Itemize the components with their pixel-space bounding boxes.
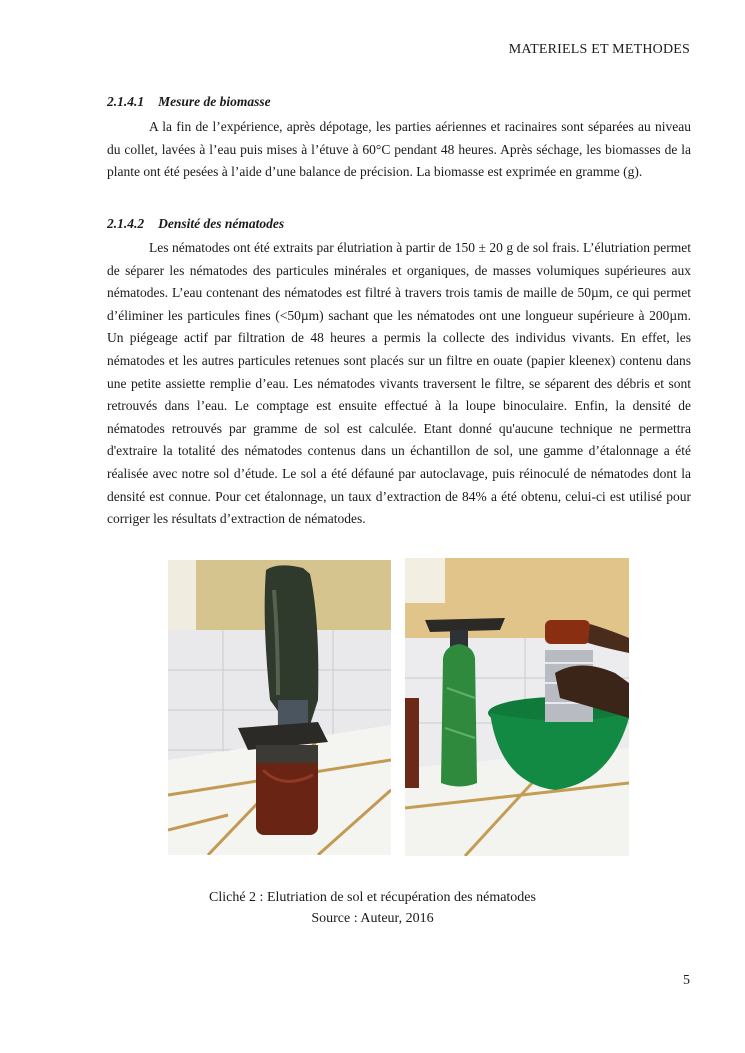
section-number: 2.1.4.2 bbox=[107, 216, 145, 231]
running-header: MATERIELS ET METHODES bbox=[508, 42, 690, 57]
section-title: Mesure de biomasse bbox=[158, 94, 271, 109]
photo-illustration bbox=[168, 560, 391, 855]
photo-illustration bbox=[405, 558, 629, 856]
page-number: 5 bbox=[683, 973, 690, 988]
figure-caption: Cliché 2 : Elutriation de sol et récupération des nématodes bbox=[209, 890, 536, 905]
section-heading-biomasse bbox=[107, 94, 271, 110]
figure-source: Source : Auteur, 2016 bbox=[311, 911, 434, 926]
photo-elutriation-bottle bbox=[168, 560, 391, 855]
paragraph-biomasse: A la fin de l’expérience, après dépotage, les parties aériennes et racinaires sont séparées au niveau du collet, lavées à l’eau puis mises à l’étuve à 60°C pendant 48 heures. Après séchage, les biomasses de la plante ont été pesées à l’aide d’une balance de précision. La biomasse est exprimée en gramme (g). bbox=[107, 119, 691, 180]
section-title: Densité des nématodes bbox=[158, 216, 285, 231]
paragraph-nematodes: Les nématodes ont été extraits par élutriation à partir de 150 ± 20 g de sol frais. L’élutriation permet de séparer les nématodes des particules minérales et organiques, de masses volumiques supérieures aux nématodes. L’eau contenant des nématodes est filtré à travers trois tamis de maille de 50µm, ce qui permet d’éliminer les particules fines (<50µm) sachant que les nématodes ont une longueur supérieure à 200µm. Un piégeage actif par filtration de 48 heures a permis la collecte des individus vivants. En effet, les nématodes et les autres particules retenues sont placés sur un filtre en ouate (papier kleenex) contenu dans une petite assiette remplie d’eau. Les nématodes vivants traversent le filtre, se séparent des débris et sont retrouvés dans l’eau. Le comptage est ensuite effectué à la loupe binoculaire. Enfin, la densité de nématodes retrouvés par gramme de sol est calculée. Etant donné qu'aucune technique ne permettra d'extraire la totalité des nématodes contenus dans un échantillon de sol, une gamme d’étalonnage a été réalisée avec notre sol d’étude. Le sol a été défauné par autoclavage, puis réinoculé de nématodes dont la densité est connue. Pour cet étalonnage, un taux d’extraction de 84% a été obtenu, celui-ci est utilisé pour corriger les résultats d’extraction de nématodes. bbox=[107, 240, 691, 527]
photo-nematode-recovery bbox=[405, 558, 629, 856]
section-heading-nematodes bbox=[107, 216, 284, 232]
section-number: 2.1.4.1 bbox=[107, 94, 145, 109]
